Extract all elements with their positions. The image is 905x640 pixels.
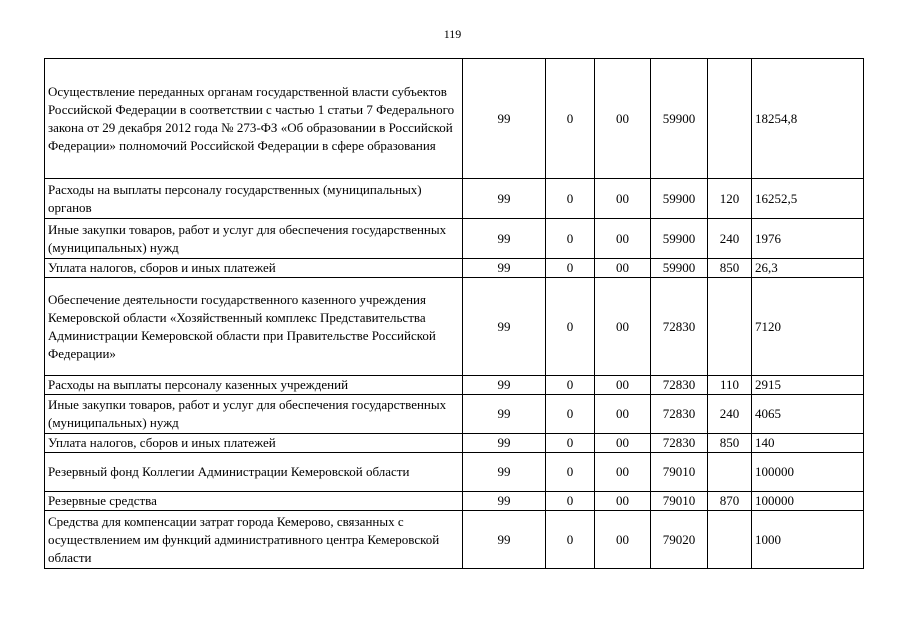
code-cell: 0 xyxy=(546,511,595,569)
amount-cell: 26,3 xyxy=(752,259,864,278)
code-cell: 59900 xyxy=(651,179,708,219)
code-cell: 0 xyxy=(546,59,595,179)
code-cell: 240 xyxy=(708,395,752,434)
table-row xyxy=(45,59,864,179)
code-cell: 99 xyxy=(463,179,546,219)
code-cell: 0 xyxy=(546,434,595,453)
amount-cell: 18254,8 xyxy=(752,59,864,179)
code-cell: 110 xyxy=(708,376,752,395)
amount-cell: 1976 xyxy=(752,219,864,259)
row-description: Осуществление переданных органам государственной власти субъектов Российской Федерации в соответствии с частью 1 статьи 7 Федерального закона от 29 декабря 2012 года № 273-ФЗ «Об образовании в Российской Федерации» полномочий Российской Федерации в сфере образования xyxy=(45,59,463,179)
code-cell: 99 xyxy=(463,434,546,453)
code-cell: 00 xyxy=(595,219,651,259)
code-cell: 99 xyxy=(463,259,546,278)
code-cell: 72830 xyxy=(651,434,708,453)
code-cell: 00 xyxy=(595,453,651,492)
code-cell xyxy=(708,453,752,492)
code-cell: 870 xyxy=(708,492,752,511)
code-cell: 72830 xyxy=(651,278,708,376)
code-cell: 00 xyxy=(595,492,651,511)
code-cell: 00 xyxy=(595,259,651,278)
row-description: Иные закупки товаров, работ и услуг для обеспечения государственных (муниципальных) нужд xyxy=(45,395,463,434)
row-description: Обеспечение деятельности государственного казенного учреждения Кемеровской области «Хозяйственный комплекс Представительства Администрации Кемеровской области при Правительстве Российской Федерации» xyxy=(45,278,463,376)
code-cell: 850 xyxy=(708,434,752,453)
code-cell: 99 xyxy=(463,59,546,179)
code-cell: 00 xyxy=(595,434,651,453)
code-cell: 99 xyxy=(463,492,546,511)
amount-cell: 140 xyxy=(752,434,864,453)
code-cell: 120 xyxy=(708,179,752,219)
code-cell: 99 xyxy=(463,453,546,492)
table-row xyxy=(45,259,864,278)
code-cell: 59900 xyxy=(651,219,708,259)
table-row xyxy=(45,453,864,492)
code-cell: 0 xyxy=(546,278,595,376)
page-number: 119 xyxy=(443,27,462,41)
code-cell: 0 xyxy=(546,259,595,278)
amount-cell: 16252,5 xyxy=(752,179,864,219)
code-cell: 99 xyxy=(463,395,546,434)
code-cell: 240 xyxy=(708,219,752,259)
table-row xyxy=(45,179,864,219)
code-cell: 0 xyxy=(546,376,595,395)
row-description: Расходы на выплаты персоналу государственных (муниципальных) органов xyxy=(45,179,463,219)
amount-cell: 1000 xyxy=(752,511,864,569)
amount-cell: 4065 xyxy=(752,395,864,434)
code-cell: 850 xyxy=(708,259,752,278)
amount-cell: 100000 xyxy=(752,492,864,511)
code-cell: 00 xyxy=(595,59,651,179)
code-cell xyxy=(708,59,752,179)
code-cell: 00 xyxy=(595,278,651,376)
code-cell: 00 xyxy=(595,179,651,219)
code-cell: 99 xyxy=(463,278,546,376)
code-cell: 79020 xyxy=(651,511,708,569)
code-cell: 0 xyxy=(546,179,595,219)
row-description: Расходы на выплаты персоналу казенных учреждений xyxy=(45,376,463,395)
code-cell: 99 xyxy=(463,376,546,395)
code-cell xyxy=(708,278,752,376)
amount-cell: 100000 xyxy=(752,453,864,492)
table-row xyxy=(45,376,864,395)
code-cell: 72830 xyxy=(651,376,708,395)
code-cell: 59900 xyxy=(651,259,708,278)
table-row xyxy=(45,511,864,569)
budget-table xyxy=(44,58,864,569)
code-cell: 79010 xyxy=(651,453,708,492)
code-cell: 72830 xyxy=(651,395,708,434)
code-cell: 99 xyxy=(463,511,546,569)
code-cell: 00 xyxy=(595,376,651,395)
row-description: Средства для компенсации затрат города Кемерово, связанных с осуществлением им функций административного центра Кемеровской области xyxy=(45,511,463,569)
row-description: Иные закупки товаров, работ и услуг для обеспечения государственных (муниципальных) нужд xyxy=(45,219,463,259)
table-row xyxy=(45,395,864,434)
code-cell: 0 xyxy=(546,492,595,511)
code-cell: 79010 xyxy=(651,492,708,511)
code-cell xyxy=(708,511,752,569)
row-description: Резервные средства xyxy=(45,492,463,511)
table-row xyxy=(45,434,864,453)
amount-cell: 7120 xyxy=(752,278,864,376)
code-cell: 00 xyxy=(595,395,651,434)
table-row xyxy=(45,219,864,259)
code-cell: 0 xyxy=(546,453,595,492)
table-row xyxy=(45,492,864,511)
row-description: Уплата налогов, сборов и иных платежей xyxy=(45,259,463,278)
amount-cell: 2915 xyxy=(752,376,864,395)
row-description: Уплата налогов, сборов и иных платежей xyxy=(45,434,463,453)
table-row xyxy=(45,278,864,376)
code-cell: 0 xyxy=(546,219,595,259)
code-cell: 99 xyxy=(463,219,546,259)
code-cell: 00 xyxy=(595,511,651,569)
code-cell: 0 xyxy=(546,395,595,434)
code-cell: 59900 xyxy=(651,59,708,179)
row-description: Резервный фонд Коллегии Администрации Кемеровской области xyxy=(45,453,463,492)
